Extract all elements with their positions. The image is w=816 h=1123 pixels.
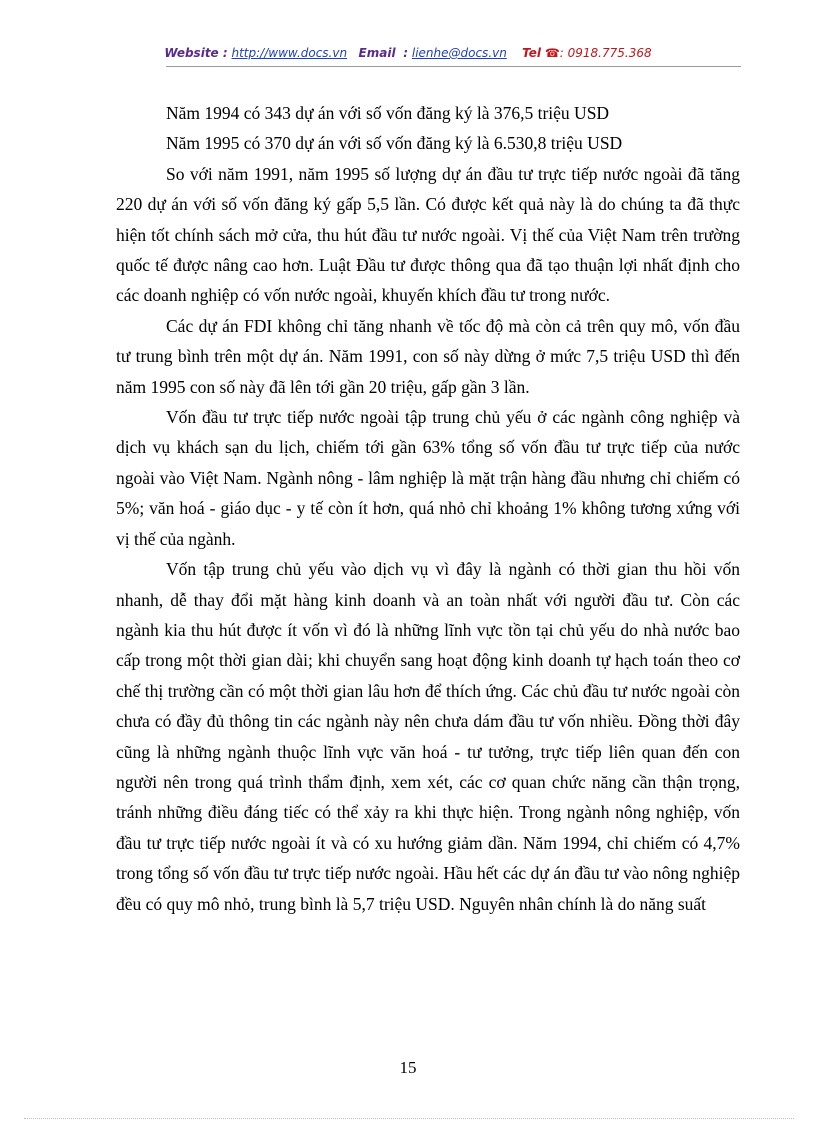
tel-label: Tel — [522, 46, 541, 60]
paragraph-2 — [166, 128, 740, 158]
email-label: Email — [358, 46, 396, 60]
paragraph-2-text: Năm 1995 có 370 dự án với số vốn đăng ký là 6.530,8 triệu USD — [166, 133, 623, 154]
tel-number: : 0918.775.368 — [559, 46, 652, 60]
paragraph-1 — [166, 98, 740, 128]
page-header — [0, 46, 816, 60]
phone-icon: ☎ — [544, 46, 560, 60]
email-separator: : — [403, 46, 409, 60]
paragraph-1-text: Năm 1994 có 343 dự án với số vốn đăng ký là 376,5 triệu USD — [166, 103, 610, 123]
header-divider — [166, 66, 741, 67]
paragraph-4-text: Các dự án FDI không chỉ tăng nhanh về tốc độ mà còn cả trên quy mô, vốn đầu tư trung bình trên một dự án. Năm 1991, con số này dừng ở mức 7,5 triệu USD thì đến năm 1995 con số này đã lên tới gần 20 triệu, gấp gần 3 lần. — [116, 315, 740, 397]
email-link[interactable]: lienhe@docs.vn — [411, 46, 507, 60]
website-link[interactable]: http://www.docs.vn — [231, 46, 348, 60]
document-body — [116, 98, 740, 919]
paragraph-3-text: So với năm 1991, năm 1995 số lượng dự án đầu tư trực tiếp nước ngoài đã tăng 220 dự án với số vốn đăng ký gấp 5,5 lần. Có được kết quả này là do chúng ta đã thực hiện tốt chính sách mở cửa, thu hút đầu tư nước ngoài. Vị thế của Việt Nam trên trường quốc tế được nâng cao hơn. Luật Đầu tư được thông qua đã tạo thuận lợi nhất định cho các doanh nghiệp có vốn nước ngoài, khuyến khích đầu tư trong nước. — [116, 163, 740, 306]
paragraph-5 — [116, 402, 740, 554]
paragraph-4 — [116, 311, 740, 402]
paragraph-5-text: Vốn đầu tư trực tiếp nước ngoài tập trung chủ yếu ở các ngành công nghiệp và dịch vụ khách sạn du lịch, chiếm tới gần 63% tổng số vốn đầu tư trực tiếp của nước ngoài vào Việt Nam. Ngành nông - lâm nghiệp là mặt trận hàng đầu nhưng chỉ chiếm có 5%; văn hoá - giáo dục - y tế còn ít hơn, quá nhỏ chỉ khoảng 1% không tương xứng với vị thế của ngành. — [116, 407, 740, 549]
paragraph-3 — [116, 159, 740, 311]
website-label: Website : — [164, 46, 228, 60]
footer-divider — [24, 1118, 794, 1119]
paragraph-6 — [116, 554, 740, 919]
paragraph-6-text: Vốn tập trung chủ yếu vào dịch vụ vì đây là ngành có thời gian thu hồi vốn nhanh, dễ thay đổi mặt hàng kinh doanh và an toàn nhất với người đầu tư. Còn các ngành kia thu hút được ít vốn vì đó là những lĩnh vực tồn tại chủ yếu do nhà nước bao cấp trong một thời gian dài; khi chuyển sang hoạt động kinh doanh tự hạch toán theo cơ chế thị trường cần có một thời gian lâu hơn để thích ứng. Các chủ đầu tư nước ngoài còn chưa có đầy đủ thông tin các ngành này nên chưa dám đầu tư vốn nhiều. Đồng thời đây cũng là những ngành thuộc lĩnh vực văn hoá - tư tưởng, trực tiếp liên quan đến con người nên trong quá trình thẩm định, xem xét, các cơ quan chức năng cần thận trọng, tránh những điều đáng tiếc có thể xảy ra khi thực hiện. Trong ngành nông nghiệp, vốn đầu tư trực tiếp nước ngoài ít và có xu hướng giảm dần. Năm 1994, chỉ chiếm có 4,7% trong tổng số vốn đầu tư trực tiếp nước ngoài. Hầu hết các dự án đầu tư vào nông nghiệp đều có quy mô nhỏ, trung bình là 5,7 triệu USD. Nguyên nhân chính là do năng suất — [116, 559, 740, 914]
page-number: 15 — [399, 1058, 417, 1077]
